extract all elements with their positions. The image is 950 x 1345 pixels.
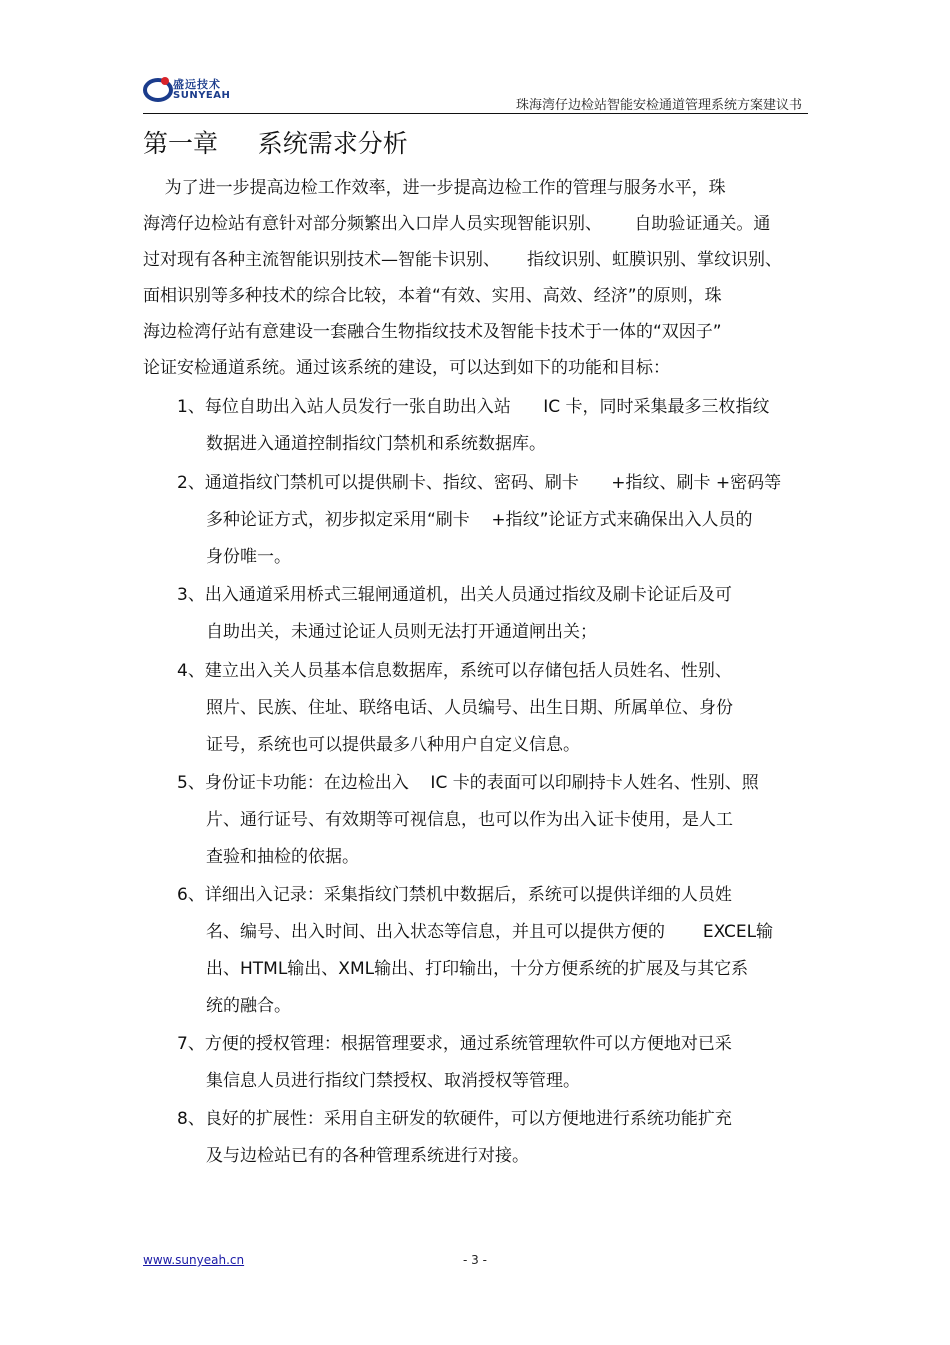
chapter-heading: 第一章 系统需求分析 xyxy=(143,129,408,158)
list-item-continuation: 查验和抽检的依据。 xyxy=(206,847,359,867)
list-item-continuation: 集信息人员进行指纹门禁授权、取消授权等管理。 xyxy=(206,1071,580,1091)
list-item-first-line: 2、通道指纹门禁机可以提供刷卡、指纹、密码、刷卡 +指纹、刷卡 +密码等 xyxy=(177,473,782,493)
footer-website-link[interactable]: www.sunyeah.cn xyxy=(143,1253,245,1267)
list-item-first-line: 8、良好的扩展性：采用自主研发的软硬件，可以方便地进行系统功能扩充 xyxy=(177,1109,732,1129)
list-item-continuation: 身份唯一。 xyxy=(206,547,291,567)
list-item-continuation: 照片、民族、住址、联络电话、人员编号、出生日期、所属单位、身份 xyxy=(206,698,733,718)
intro-line: 为了进一步提高边检工作效率，进一步提高边检工作的管理与服务水平，珠 xyxy=(143,178,726,198)
intro-line: 海湾仔边检站有意针对部分频繁出入口岸人员实现智能识别、 自助验证通关。通 xyxy=(143,214,771,234)
list-item-continuation: 证号，系统也可以提供最多八种用户自定义信息。 xyxy=(206,735,580,755)
list-item-continuation: 出、HTML输出、XML输出、打印输出，十分方便系统的扩展及与其它系 xyxy=(206,959,749,979)
intro-line: 面相识别等多种技术的综合比较，本着“有效、实用、高效、经济”的原则，珠 xyxy=(143,286,722,306)
company-logo xyxy=(143,70,263,106)
header-divider xyxy=(143,113,808,114)
list-item-continuation: 及与边检站已有的各种管理系统进行对接。 xyxy=(206,1146,529,1166)
list-item-continuation: 多种论证方式，初步拟定采用“刷卡 +指纹”论证方式来确保出入人员的 xyxy=(206,510,753,530)
logo-chinese-text: 盛远技术 xyxy=(173,78,221,91)
list-item-continuation: 名、编号、出入时间、出入状态等信息，并且可以提供方便的 EXCEL输 xyxy=(206,922,774,942)
page-header xyxy=(143,70,808,114)
document-title: 珠海湾仔边检站智能安检通道管理系统方案建议书 xyxy=(515,98,802,113)
list-item-first-line: 5、身份证卡功能：在边检出入 IC 卡的表面可以印刷持卡人姓名、性别、照 xyxy=(177,773,759,793)
logo-english-text: SUNYEAH xyxy=(173,90,231,101)
list-item-first-line: 7、方便的授权管理：根据管理要求，通过系统管理软件可以方便地对已采 xyxy=(177,1034,732,1054)
list-item-continuation: 自助出关，未通过论证人员则无法打开通道闸出关； xyxy=(206,622,597,642)
intro-line: 过对现有各种主流智能识别技术—智能卡识别、 指纹识别、虹膜识别、掌纹识别、 xyxy=(143,250,783,270)
intro-line: 论证安检通道系统。通过该系统的建设，可以达到如下的功能和目标： xyxy=(143,358,670,378)
list-item-first-line: 4、建立出入关人员基本信息数据库，系统可以存储包括人员姓名、性别、 xyxy=(177,661,732,681)
list-item-continuation: 数据进入通道控制指纹门禁机和系统数据库。 xyxy=(206,434,546,454)
list-item-first-line: 3、出入通道采用桥式三辊闸通道机，出关人员通过指纹及刷卡论证后及可 xyxy=(177,585,732,605)
list-item-continuation: 片、通行证号、有效期等可视信息，也可以作为出入证卡使用，是人工 xyxy=(206,810,733,830)
list-item-first-line: 1、每位自助出入站人员发行一张自助出入站 IC 卡，同时采集最多三枚指纹 xyxy=(177,397,770,417)
list-item-continuation: 统的融合。 xyxy=(206,996,291,1016)
page-number: - 3 - xyxy=(463,1253,487,1267)
intro-line: 海边检湾仔站有意建设一套融合生物指纹技术及智能卡技术于一体的“双因子” xyxy=(143,322,722,342)
list-item-first-line: 6、详细出入记录：采集指纹门禁机中数据后，系统可以提供详细的人员姓 xyxy=(177,885,732,905)
